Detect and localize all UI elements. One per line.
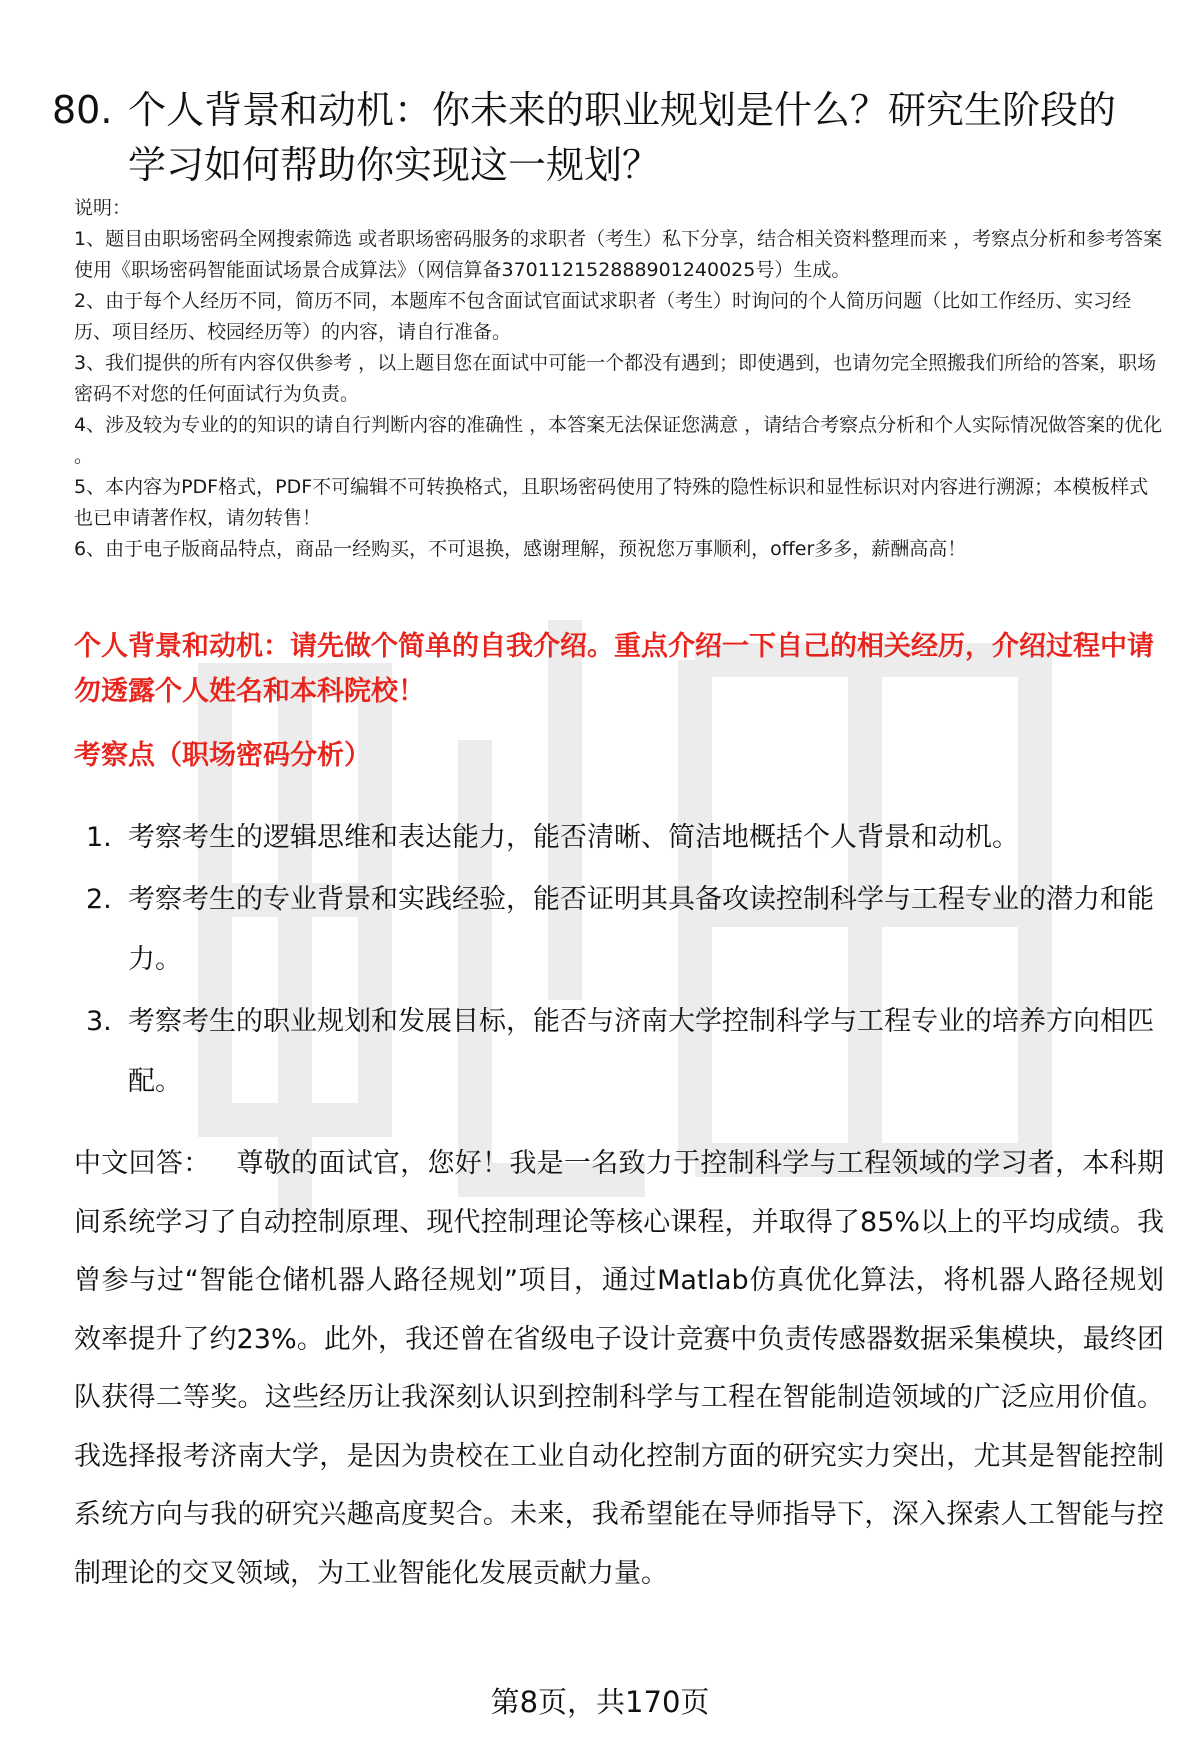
answer-label: 中文回答：	[74, 1148, 211, 1179]
analysis-point-text: 考察考生的专业背景和实践经验，能否证明其具备攻读控制科学与工程专业的潜力和能力。	[128, 884, 1154, 975]
note-item-1: 1、题目由职场密码全网搜索筛选 或者职场密码服务的求职者（考生）私下分享，结合相关资料整理而来 ，考察点分析和参考答案使用《职场密码智能面试场景合成算法》（网信算备370112152888901240025号）生成。	[74, 228, 1163, 281]
analysis-point-number: 3.	[86, 1006, 112, 1037]
analysis-point-text: 考察考生的逻辑思维和表达能力，能否清晰、简洁地概括个人背景和动机。	[128, 822, 1019, 853]
note-item-4: 4、涉及较为专业的的知识的请自行判断内容的准确性 ，本答案无法保证您满意 ，请结合考察点分析和个人实际情况做答案的优化 。	[74, 414, 1163, 467]
notes-heading: 说明：	[74, 197, 132, 219]
note-item-3: 3、我们提供的所有内容仅供参考 ，以上题目您在面试中可能一个都没有遇到；即使遇到，也请勿完全照搬我们所给的答案，职场密码不对您的任何面试行为负责。	[74, 352, 1157, 405]
answer-text: 尊敬的面试官，您好！我是一名致力于控制科学与工程领域的学习者，本科期间系统学习了自动控制原理、现代控制理论等核心课程，并取得了85%以上的平均成绩。我曾参与过“智能仓储机器人路径规划”项目，通过Matlab仿真优化算法，将机器人路径规划效率提升了约23%。此外，我还曾在省级电子设计竞赛中负责传感器数据采集模块，最终团队获得二等奖。这些经历让我深刻认识到控制科学与工程在智能制造领域的广泛应用价值。我选择报考济南大学，是因为贵校在工业自动化控制方面的研究实力突出，尤其是智能控制系统方向与我的研究兴趣高度契合。未来，我希望能在导师指导下，深入探索人工智能与控制理论的交叉领域，为工业智能化发展贡献力量。	[74, 1148, 1165, 1589]
analysis-point	[74, 808, 1164, 868]
note-item-5: 5、本内容为PDF格式，PDF不可编辑不可转换格式，且职场密码使用了特殊的隐性标识和显性标识对内容进行溯源；本模板样式也已申请著作权，请勿转售！	[74, 476, 1149, 529]
analysis-point-number: 1.	[86, 822, 112, 853]
analysis-point	[74, 992, 1164, 1112]
analysis-points-list	[74, 808, 1164, 1114]
note-item-2: 2、由于每个人经历不同，简历不同，本题库不包含面试官面试求职者（考生）时询问的个人简历问题（比如工作经历、实习经历、项目经历、校园经历等）的内容，请自行准备。	[74, 290, 1132, 343]
question-title	[52, 83, 1152, 193]
note-item-6: 6、由于电子版商品特点，商品一经购买，不可退换，感谢理解，预祝您万事顺利，offer多多，薪酬高高！	[74, 538, 967, 560]
analysis-point	[74, 870, 1164, 990]
analysis-point-number: 2.	[86, 884, 112, 915]
highlighted-question: 个人背景和动机：请先做个简单的自我介绍。重点介绍一下自己的相关经历，介绍过程中请勿透露个人姓名和本科院校！	[74, 631, 1154, 707]
question-text: 个人背景和动机：你未来的职业规划是什么？研究生阶段的学习如何帮助你实现这一规划？	[128, 88, 1117, 188]
analysis-section-title: 考察点（职场密码分析）	[74, 740, 371, 771]
page-number-footer: 第8页，共170页	[490, 1685, 710, 1719]
analysis-point-text: 考察考生的职业规划和发展目标，能否与济南大学控制科学与工程专业的培养方向相匹配。	[128, 1006, 1154, 1097]
question-number: 80.	[52, 88, 113, 133]
disclaimer-notes	[74, 193, 1164, 565]
answer-paragraph	[74, 1135, 1164, 1603]
